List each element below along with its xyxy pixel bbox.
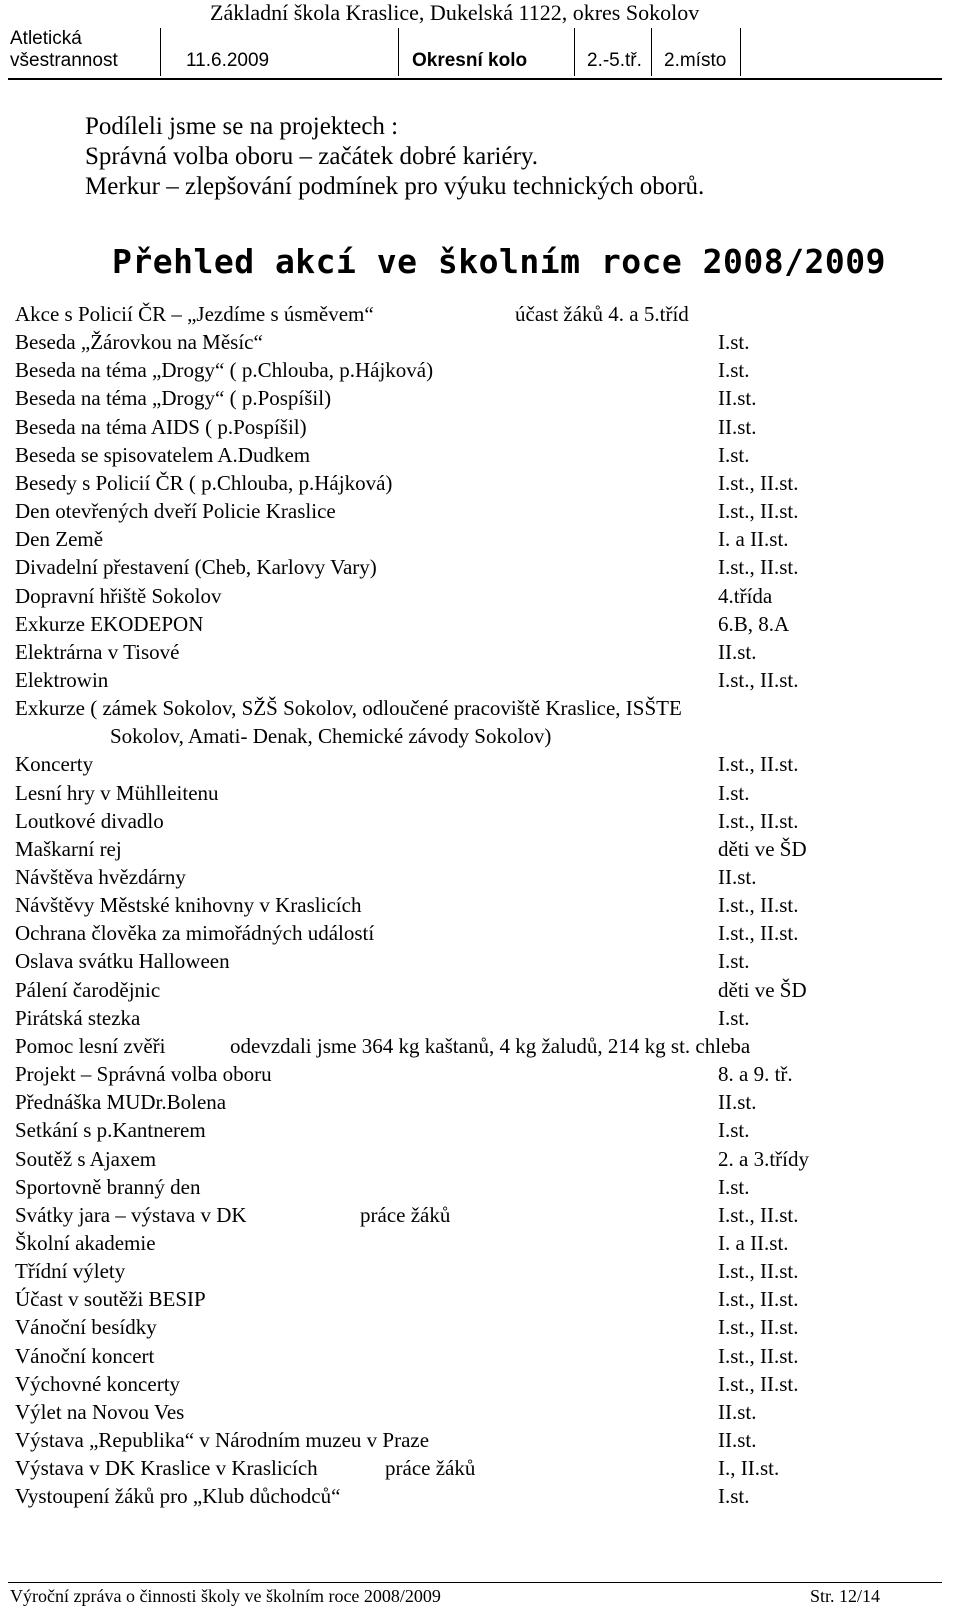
event-name: Návštěvy Městské knihovny v Kraslicích (15, 893, 362, 918)
event-name: Pomoc lesní zvěři (15, 1033, 166, 1058)
header-divider (740, 28, 741, 76)
event-name: Beseda „Žárovkou na Měsíc“ (15, 330, 263, 355)
event-name: Přednáška MUDr.Bolena (15, 1090, 227, 1115)
event-name: Den Země (15, 527, 104, 552)
event-name: Beseda na téma „Drogy“ ( p.Pospíšil) (15, 386, 332, 411)
projects-intro: Podíleli jsme se na projektech : (85, 113, 399, 140)
event-participants: I.st., II.st. (718, 499, 799, 524)
event-participants: I.st. (718, 1484, 750, 1509)
header-divider (574, 28, 575, 76)
event-participants: I. a II.st. (718, 1230, 789, 1255)
header-divider (160, 28, 161, 76)
event-participants: I.st. (718, 1005, 750, 1030)
event-participants: II.st. (718, 1399, 757, 1424)
header-divider (398, 28, 399, 76)
event-participants: I.st. (718, 358, 750, 383)
project-item: Správná volba oboru – začátek dobré kariéry. (85, 143, 539, 170)
event-name: Loutkové divadlo (15, 808, 164, 833)
event-participants: II.st. (718, 386, 757, 411)
event-name: Výlet na Novou Ves (15, 1399, 185, 1424)
event-participants: I.st., II.st. (718, 1371, 799, 1396)
event-participants: I.st. (718, 442, 750, 467)
event-participants: I.st. (718, 1174, 750, 1199)
event-participants: 8. a 9. tř. (718, 1062, 793, 1087)
header-classes: 2.-5.tř. (587, 50, 642, 71)
footer-page-number: Str. 12/14 (810, 1586, 881, 1606)
event-name: Pálení čarodějnic (15, 977, 161, 1002)
footer-divider (8, 1582, 942, 1583)
event-participants: I.st., II.st. (718, 752, 799, 777)
event-participants: děti ve ŠD (718, 977, 807, 1002)
event-note: odevzdali jsme 364 kg kaštanů, 4 kg žaludů, 214 kg st. chleba (230, 1033, 751, 1058)
event-participants: 4.třída (718, 583, 773, 608)
event-name: Beseda se spisovatelem A.Dudkem (15, 442, 311, 467)
event-name: Exkurze EKODEPON (15, 611, 204, 636)
event-name: Třídní výlety (15, 1259, 126, 1284)
event-name: Školní akademie (15, 1230, 156, 1255)
event-name: Maškarní rej (15, 836, 122, 861)
page-title: Přehled akcí ve školním roce 2008/2009 (112, 242, 886, 281)
event-participants: I.st., II.st. (718, 1315, 799, 1340)
event-participants: II.st. (718, 1428, 757, 1452)
event-name: Návštěva hvězdárny (15, 865, 186, 889)
event-participants: I.st. (718, 949, 750, 974)
event-name: Elektrárna v Tisové (15, 639, 180, 664)
footer-report-title: Výroční zpráva o činnosti školy ve školním roce 2008/2009 (10, 1586, 441, 1606)
event-name: Besedy s Policií ČR ( p.Chlouba, p.Hájková) (15, 470, 393, 495)
event-name: Lesní hry v Mühlleitenu (15, 780, 219, 805)
projects-block (85, 112, 704, 202)
event-name: Beseda na téma AIDS ( p.Pospíšil) (15, 414, 307, 439)
event-participants: II.st. (718, 1090, 757, 1115)
event-name: Vánoční koncert (15, 1343, 155, 1368)
event-participants: 6.B, 8.A (718, 611, 790, 636)
event-participants: I.st., II.st. (718, 1287, 799, 1312)
event-participants: II.st. (718, 414, 757, 439)
event-participants: děti ve ŠD (718, 836, 807, 861)
event-name: Účast v soutěži BESIP (15, 1287, 206, 1312)
event-participants: II.st. (718, 639, 757, 664)
header-date: 11.6.2009 (186, 50, 270, 71)
header-event-line2: všestrannost (10, 50, 118, 71)
event-participants: I.st. (718, 780, 750, 805)
event-name: Výchovné koncerty (15, 1371, 181, 1396)
header-divider (651, 28, 652, 76)
event-participants: I.st. (718, 1118, 750, 1143)
event-participants: I.st., II.st. (718, 667, 799, 692)
event-name: Projekt – Správná volba oboru (15, 1062, 272, 1087)
header-level: Okresní kolo (412, 50, 528, 71)
event-note: práce žáků (360, 1202, 451, 1227)
event-participants: I.st. (718, 330, 750, 355)
event-name: Výstava v DK Kraslice v Kraslicích (15, 1456, 318, 1481)
header-table (8, 26, 942, 80)
event-name: Sokolov, Amati- Denak, Chemické závody Sokolov) (110, 724, 552, 749)
event-participants: I.st., II.st. (718, 1202, 799, 1227)
event-participants: I.st., II.st. (718, 470, 799, 495)
event-name: Exkurze ( zámek Sokolov, SŽŠ Sokolov, odloučené pracoviště Kraslice, ISŠTE (15, 696, 682, 721)
event-participants: I.st., II.st. (718, 808, 799, 833)
event-participants: I.st., II.st. (718, 1259, 799, 1284)
event-participants: I.st., II.st. (718, 921, 799, 946)
event-participants: II.st. (718, 865, 757, 889)
event-participants: I.st., II.st. (718, 555, 799, 580)
header-school: Základní škola Kraslice, Dukelská 1122, okres Sokolov (210, 0, 700, 25)
event-name: Soutěž s Ajaxem (15, 1146, 157, 1171)
event-name: Ochrana člověka za mimořádných událostí (15, 921, 375, 946)
event-name: Beseda na téma „Drogy“ ( p.Chlouba, p.Hájková) (15, 358, 434, 383)
event-name: Koncerty (15, 752, 94, 777)
header-event-line1: Atletická (10, 28, 82, 49)
event-name: Svátky jara – výstava v DK (15, 1202, 247, 1227)
event-participants: I. a II.st. (718, 527, 789, 552)
header-place: 2.místo (664, 50, 727, 71)
event-name: Setkání s p.Kantnerem (15, 1118, 206, 1143)
event-name: Vystoupení žáků pro „Klub důchodců“ (15, 1484, 341, 1509)
event-name: Sportovně branný den (15, 1174, 201, 1199)
event-participants: I., II.st. (718, 1456, 780, 1481)
event-participants: I.st., II.st. (718, 893, 799, 918)
event-name: Výstava „Republika“ v Národním muzeu v Praze (15, 1428, 430, 1452)
event-name: Divadelní přestavení (Cheb, Karlovy Vary) (15, 555, 377, 580)
project-item: Merkur – zlepšování podmínek pro výuku technických oborů. (85, 173, 705, 200)
event-participants: I.st., II.st. (718, 1343, 799, 1368)
event-name: Den otevřených dveří Policie Kraslice (15, 499, 336, 524)
event-participants: 2. a 3.třídy (718, 1146, 809, 1171)
event-name: Oslava svátku Halloween (15, 949, 230, 974)
event-name: Vánoční besídky (15, 1315, 157, 1340)
event-name: Pirátská stezka (15, 1005, 141, 1030)
event-name: Elektrowin (15, 667, 109, 692)
event-name: Dopravní hřiště Sokolov (15, 583, 222, 608)
event-participants: účast žáků 4. a 5.tříd (515, 302, 689, 326)
event-name: Akce s Policií ČR – „Jezdíme s úsměvem“ (15, 302, 374, 326)
event-note: práce žáků (385, 1456, 476, 1481)
